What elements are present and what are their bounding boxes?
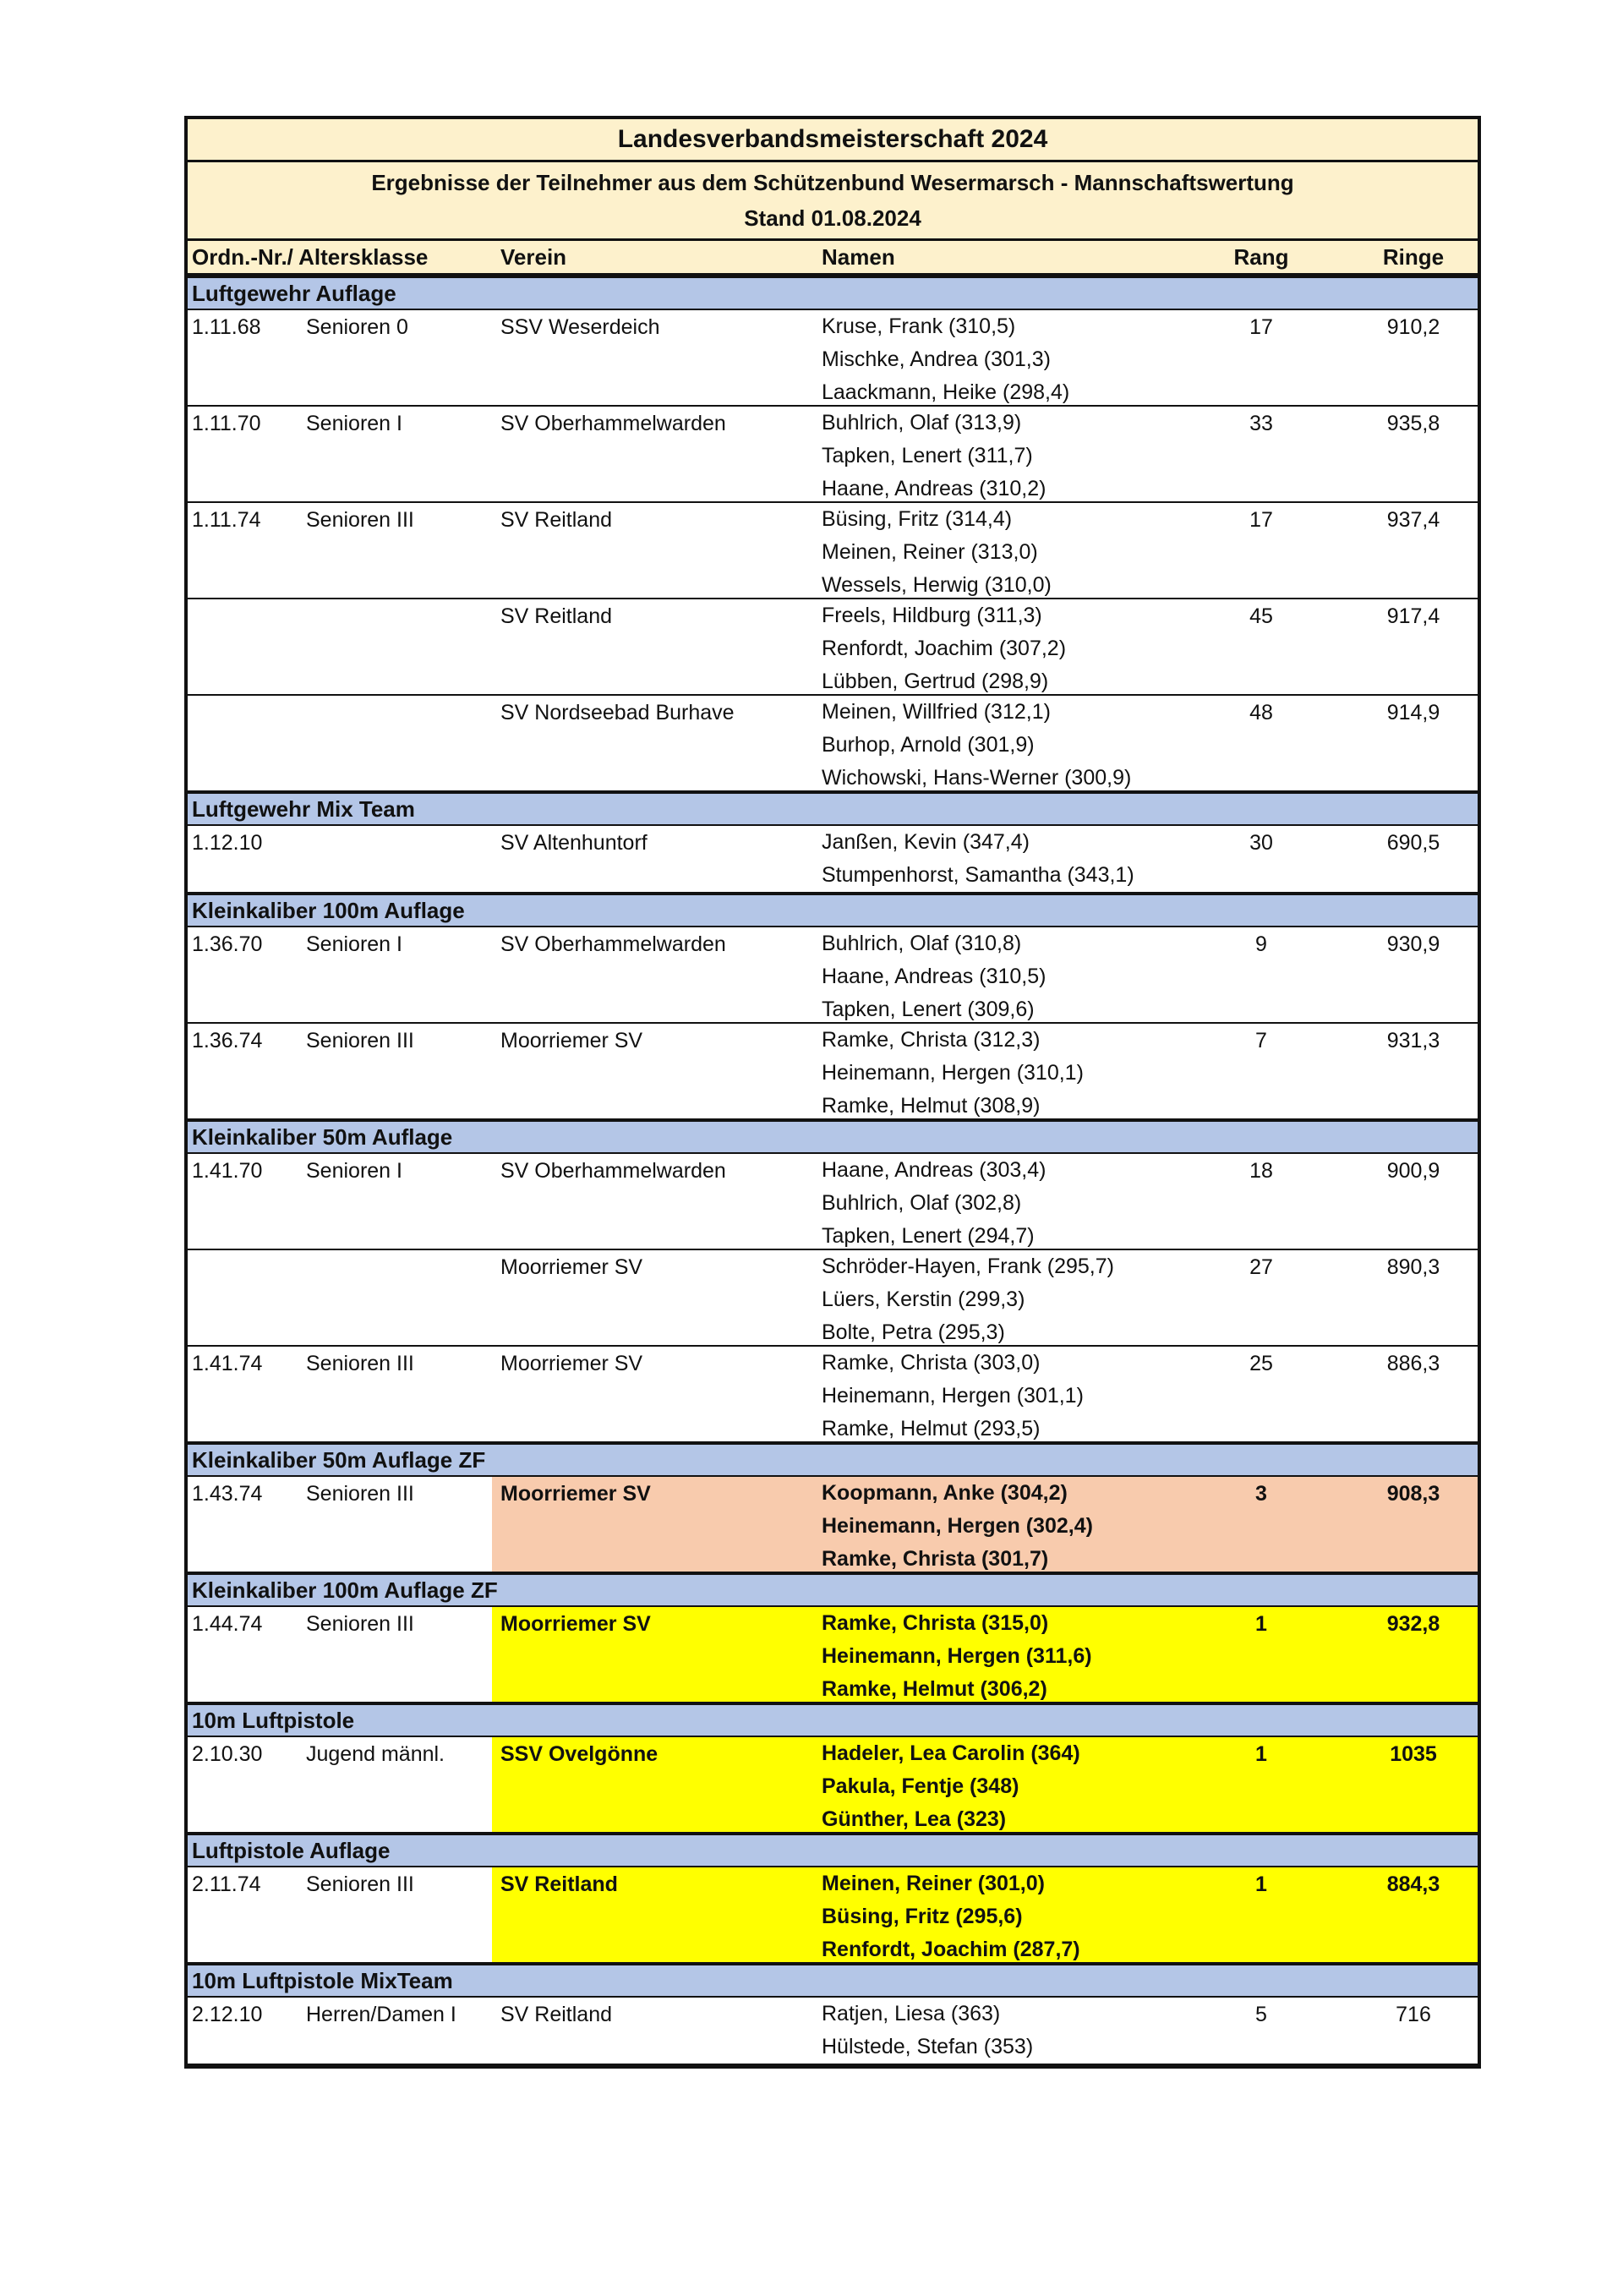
altersklasse: Senioren III (306, 1029, 414, 1052)
verein: SSV Weserdeich (500, 315, 660, 339)
namen-list (822, 503, 1052, 602)
altersklasse: Senioren III (306, 1352, 414, 1375)
ordn-nr: 2.10.30 (192, 1742, 263, 1766)
table-row (188, 1250, 1478, 1347)
altersklasse: Senioren I (306, 1159, 402, 1183)
shooter-name: Haane, Andreas (310,5) (822, 965, 1046, 988)
namen-list (822, 927, 1046, 1026)
namen-list (822, 826, 1134, 892)
results-table (184, 116, 1481, 2069)
ordn-nr: 1.36.70 (192, 932, 263, 956)
shooter-name: Meinen, Reiner (313,0) (822, 540, 1038, 564)
verein: SV Reitland (500, 2003, 613, 2026)
section-header: Kleinkaliber 100m Auflage (188, 894, 1478, 927)
namen-list (822, 696, 1131, 795)
shooter-name: Buhlrich, Olaf (313,9) (822, 411, 1022, 435)
table-row (188, 696, 1478, 792)
altersklasse: Senioren III (306, 508, 414, 532)
ringe: 935,8 (1386, 412, 1440, 435)
rang: 5 (1255, 2003, 1267, 2026)
table-row (188, 1607, 1478, 1703)
shooter-name: Ramke, Christa (303,0) (822, 1351, 1041, 1375)
altersklasse: Senioren III (306, 1872, 414, 1896)
rang: 27 (1249, 1255, 1273, 1279)
ordn-nr: 1.12.10 (192, 831, 263, 855)
verein: Moorriemer SV (500, 1352, 643, 1375)
shooter-name: Stumpenhorst, Samantha (343,1) (822, 863, 1134, 887)
table-row (188, 1024, 1478, 1120)
col-header-rang: Rang (1233, 244, 1289, 270)
shooter-name: Koopmann, Anke (304,2) (822, 1481, 1068, 1505)
document-subtitle (188, 162, 1478, 241)
ringe: 930,9 (1386, 932, 1440, 956)
ordn-nr: 1.11.70 (192, 412, 261, 435)
shooter-name: Büsing, Fritz (314,4) (822, 507, 1013, 531)
namen-list (822, 1477, 1093, 1576)
col-header-namen: Namen (822, 244, 895, 270)
ringe: 690,5 (1386, 831, 1440, 855)
shooter-name: Heinemann, Hergen (311,6) (822, 1644, 1092, 1668)
table-row (188, 503, 1478, 599)
shooter-name: Janßen, Kevin (347,4) (822, 830, 1030, 854)
rang: 1 (1255, 1742, 1267, 1766)
rang: 17 (1249, 315, 1273, 339)
verein: Moorriemer SV (500, 1255, 643, 1279)
shooter-name: Freels, Hildburg (311,3) (822, 604, 1042, 627)
ordn-nr: 1.44.74 (192, 1612, 263, 1636)
table-body (188, 276, 1478, 2065)
shooter-name: Haane, Andreas (303,4) (822, 1158, 1046, 1182)
shooter-name: Hülstede, Stefan (353) (822, 2035, 1034, 2058)
stand-date: Stand 01.08.2024 (744, 205, 921, 231)
shooter-name: Meinen, Reiner (301,0) (822, 1872, 1045, 1895)
document-title: Landesverbandsmeisterschaft 2024 (188, 119, 1478, 162)
col-header-verein: Verein (500, 244, 567, 270)
verein: SV Oberhammelwarden (500, 1159, 726, 1183)
verein: SV Altenhuntorf (500, 831, 648, 855)
rang: 48 (1249, 701, 1273, 724)
shooter-name: Heinemann, Hergen (301,1) (822, 1384, 1084, 1408)
ringe: 716 (1396, 2003, 1431, 2026)
table-row (188, 1477, 1478, 1573)
table-row (188, 1154, 1478, 1250)
shooter-name: Mischke, Andrea (301,3) (822, 347, 1051, 371)
ringe: 910,2 (1386, 315, 1440, 339)
section-header: Kleinkaliber 50m Auflage ZF (188, 1443, 1478, 1477)
shooter-name: Ramke, Helmut (308,9) (822, 1094, 1041, 1118)
shooter-name: Burhop, Arnold (301,9) (822, 733, 1035, 757)
namen-list (822, 1998, 1033, 2064)
shooter-name: Lüers, Kerstin (299,3) (822, 1287, 1025, 1311)
section-header: Luftgewehr Mix Team (188, 792, 1478, 826)
shooter-name: Lübben, Gertrud (298,9) (822, 670, 1049, 693)
ordn-nr: 1.36.74 (192, 1029, 263, 1052)
section-header: 10m Luftpistole (188, 1703, 1478, 1737)
ringe: 931,3 (1386, 1029, 1440, 1052)
altersklasse: Senioren 0 (306, 315, 408, 339)
shooter-name: Günther, Lea (323) (822, 1807, 1007, 1831)
ordn-nr: 1.41.70 (192, 1159, 263, 1183)
shooter-name: Schröder-Hayen, Frank (295,7) (822, 1255, 1114, 1278)
ordn-nr: 1.41.74 (192, 1352, 263, 1375)
rang: 25 (1249, 1352, 1273, 1375)
rang: 18 (1249, 1159, 1273, 1183)
ordn-nr: 2.12.10 (192, 2003, 263, 2026)
altersklasse: Jugend männl. (306, 1742, 445, 1766)
shooter-name: Kruse, Frank (310,5) (822, 314, 1016, 338)
shooter-name: Haane, Andreas (310,2) (822, 477, 1046, 500)
namen-list (822, 1867, 1080, 1966)
table-row (188, 599, 1478, 696)
namen-list (822, 1250, 1114, 1349)
shooter-name: Pakula, Fentje (348) (822, 1774, 1019, 1798)
verein: SV Nordseebad Burhave (500, 701, 735, 724)
shooter-name: Wessels, Herwig (310,0) (822, 573, 1052, 597)
shooter-name: Tapken, Lenert (309,6) (822, 998, 1035, 1021)
col-header-nr-altersklasse: Ordn.-Nr./ Altersklasse (192, 244, 429, 270)
ringe: 884,3 (1386, 1872, 1440, 1896)
ordn-nr: 1.43.74 (192, 1482, 263, 1506)
shooter-name: Heinemann, Hergen (302,4) (822, 1514, 1093, 1538)
namen-list (822, 599, 1066, 698)
shooter-name: Ratjen, Liesa (363) (822, 2002, 1001, 2025)
shooter-name: Buhlrich, Olaf (302,8) (822, 1191, 1022, 1215)
ringe: 886,3 (1386, 1352, 1440, 1375)
rang: 3 (1255, 1482, 1267, 1506)
altersklasse: Senioren I (306, 412, 402, 435)
shooter-name: Wichowski, Hans-Werner (300,9) (822, 766, 1132, 790)
ringe: 914,9 (1386, 701, 1440, 724)
ordn-nr: 1.11.68 (192, 315, 261, 339)
shooter-name: Bolte, Petra (295,3) (822, 1320, 1005, 1344)
rang: 1 (1255, 1612, 1267, 1636)
altersklasse: Senioren I (306, 932, 402, 956)
table-row (188, 1347, 1478, 1443)
shooter-name: Buhlrich, Olaf (310,8) (822, 932, 1022, 955)
table-row (188, 407, 1478, 503)
ordn-nr: 2.11.74 (192, 1872, 261, 1896)
shooter-name: Ramke, Christa (312,3) (822, 1028, 1041, 1052)
section-header: Kleinkaliber 50m Auflage (188, 1120, 1478, 1154)
verein: SV Reitland (500, 508, 613, 532)
altersklasse: Herren/Damen I (306, 2003, 456, 2026)
verein: Moorriemer SV (500, 1482, 651, 1506)
table-row (188, 1867, 1478, 1964)
namen-list (822, 1154, 1046, 1253)
table-row (188, 826, 1478, 894)
verein: Moorriemer SV (500, 1029, 643, 1052)
rang: 17 (1249, 508, 1273, 532)
ringe: 937,4 (1386, 508, 1440, 532)
rang: 7 (1255, 1029, 1267, 1052)
verein: SV Oberhammelwarden (500, 412, 726, 435)
namen-list (822, 1347, 1084, 1446)
shooter-name: Tapken, Lenert (311,7) (822, 444, 1033, 467)
verein: SSV Ovelgönne (500, 1742, 658, 1766)
table-row (188, 1998, 1478, 2065)
shooter-name: Hadeler, Lea Carolin (364) (822, 1741, 1080, 1765)
namen-list (822, 1607, 1092, 1706)
section-header: Luftpistole Auflage (188, 1834, 1478, 1867)
shooter-name: Ramke, Helmut (306,2) (822, 1677, 1047, 1701)
column-header-row (188, 241, 1478, 276)
ringe: 1035 (1390, 1742, 1437, 1766)
altersklasse: Senioren III (306, 1612, 414, 1636)
ringe: 890,3 (1386, 1255, 1440, 1279)
verein: SV Reitland (500, 604, 613, 628)
rang: 33 (1249, 412, 1273, 435)
ringe: 900,9 (1386, 1159, 1440, 1183)
rang: 9 (1255, 932, 1267, 956)
ringe: 932,8 (1386, 1612, 1440, 1636)
rang: 30 (1249, 831, 1273, 855)
shooter-name: Renfordt, Joachim (287,7) (822, 1938, 1080, 1961)
shooter-name: Ramke, Helmut (293,5) (822, 1417, 1041, 1440)
shooter-name: Heinemann, Hergen (310,1) (822, 1061, 1084, 1085)
shooter-name: Laackmann, Heike (298,4) (822, 380, 1070, 404)
namen-list (822, 1024, 1084, 1123)
ringe: 917,4 (1386, 604, 1440, 628)
rang: 1 (1255, 1872, 1267, 1896)
verein: Moorriemer SV (500, 1612, 651, 1636)
section-header: Luftgewehr Auflage (188, 276, 1478, 310)
ordn-nr: 1.11.74 (192, 508, 261, 532)
verein: SV Reitland (500, 1872, 618, 1896)
verein: SV Oberhammelwarden (500, 932, 726, 956)
ringe: 908,3 (1386, 1482, 1440, 1506)
table-row (188, 310, 1478, 407)
table-row (188, 927, 1478, 1024)
shooter-name: Renfordt, Joachim (307,2) (822, 637, 1067, 660)
rang: 45 (1249, 604, 1273, 628)
subtitle-text: Ergebnisse der Teilnehmer aus dem Schützenbund Wesermarsch - Mannschaftswertung (371, 170, 1294, 195)
namen-list (822, 407, 1046, 506)
col-header-ringe: Ringe (1382, 244, 1445, 270)
table-row (188, 1737, 1478, 1834)
shooter-name: Tapken, Lenert (294,7) (822, 1224, 1035, 1248)
shooter-name: Meinen, Willfried (312,1) (822, 700, 1051, 724)
namen-list (822, 310, 1069, 409)
section-header: 10m Luftpistole MixTeam (188, 1964, 1478, 1998)
section-header: Kleinkaliber 100m Auflage ZF (188, 1573, 1478, 1607)
shooter-name: Ramke, Christa (301,7) (822, 1547, 1049, 1571)
namen-list (822, 1737, 1080, 1836)
shooter-name: Ramke, Christa (315,0) (822, 1611, 1049, 1635)
shooter-name: Büsing, Fritz (295,6) (822, 1905, 1023, 1928)
altersklasse: Senioren III (306, 1482, 414, 1506)
